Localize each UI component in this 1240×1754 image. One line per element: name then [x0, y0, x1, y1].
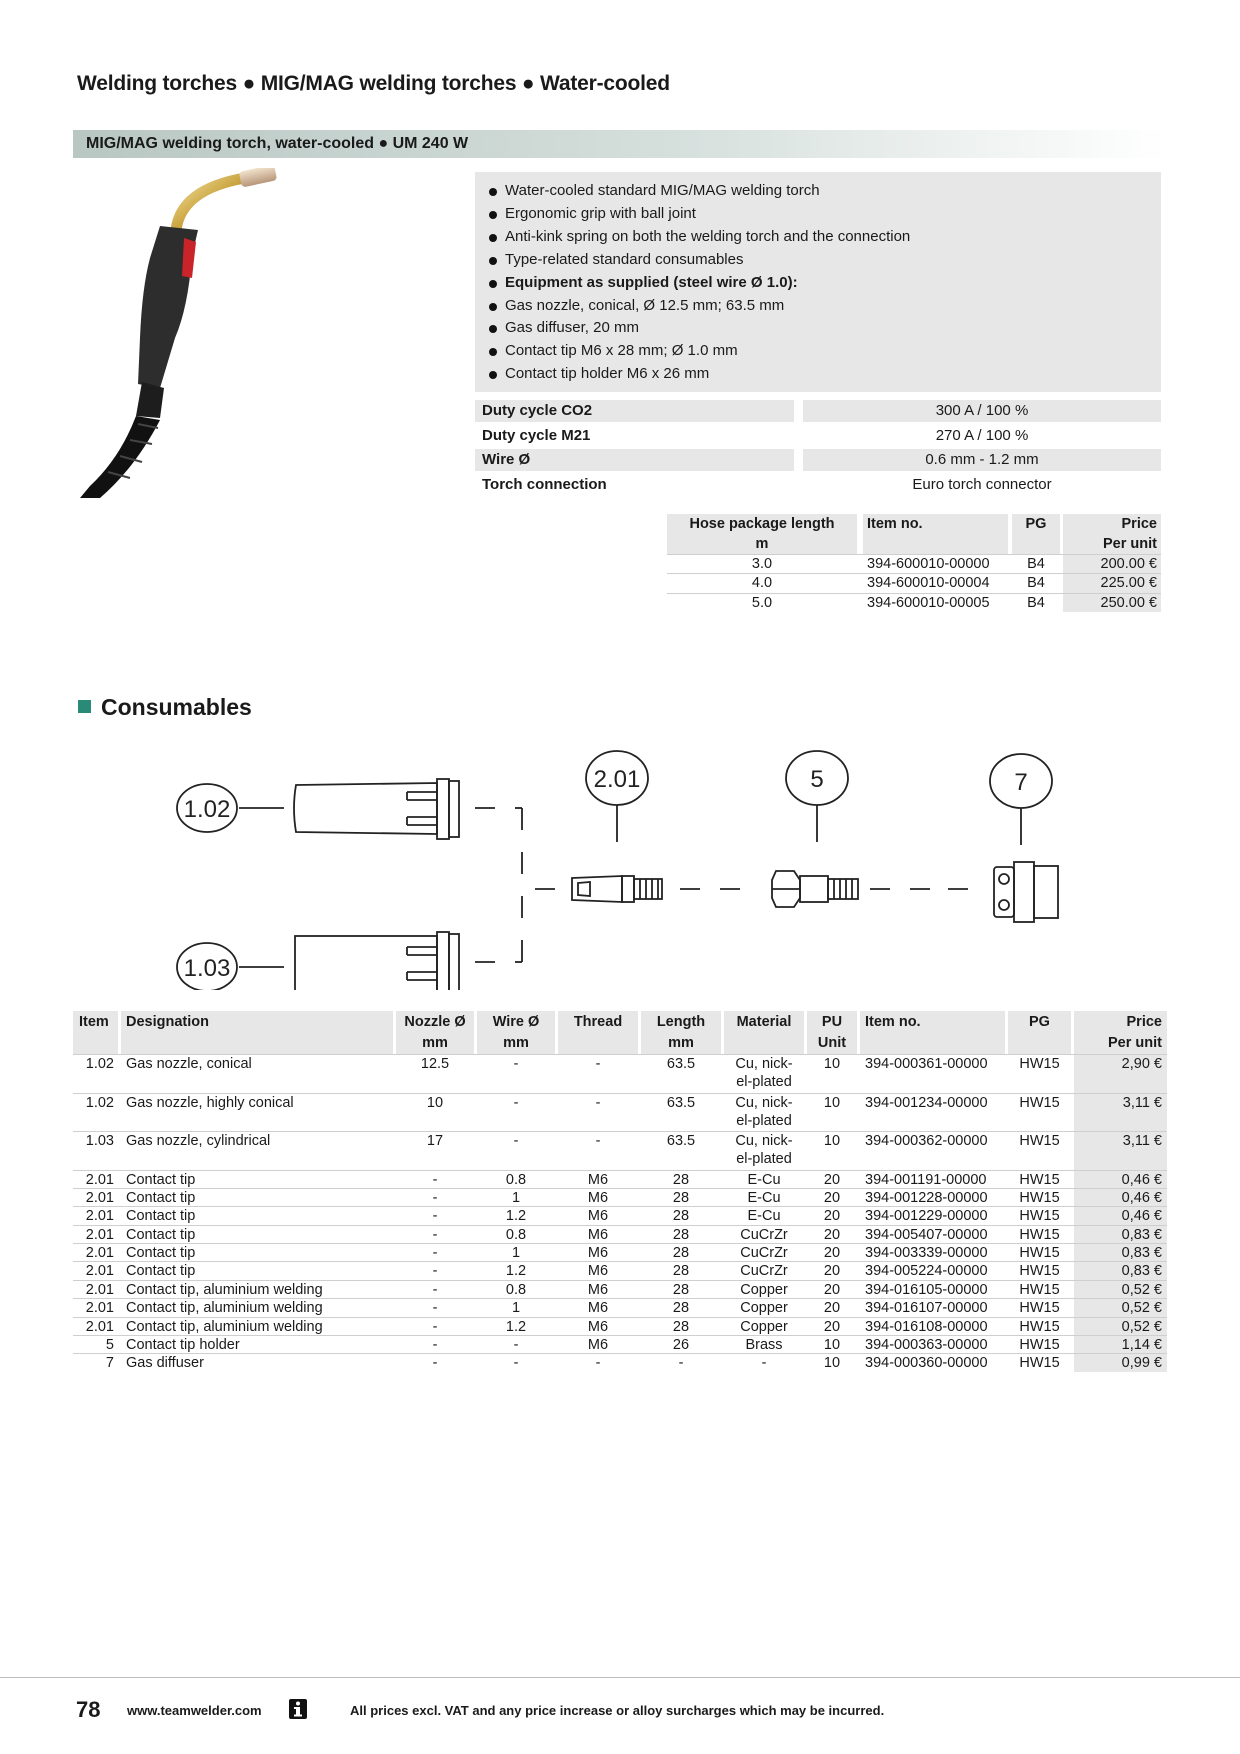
table-row: [667, 573, 1161, 593]
table-cell: HW15: [1019, 1208, 1060, 1225]
table-cell: 20: [823, 1263, 841, 1280]
spec-value: 0.6 mm - 1.2 mm: [803, 449, 1161, 471]
callout-label-102: 1.02: [183, 796, 231, 823]
table-cell: 0,46 €: [1074, 1189, 1167, 1206]
callout-label-5: 5: [810, 766, 824, 793]
table-cell: Copper: [740, 1300, 788, 1317]
spec-value: 300 A / 100 %: [803, 400, 1161, 422]
header-cell: Price: [1063, 514, 1161, 535]
header-cell: Wire Ø: [477, 1011, 555, 1033]
table-cell: M6: [587, 1226, 609, 1243]
table-cell: -: [761, 1355, 767, 1372]
unit-cell: Unit: [807, 1033, 857, 1054]
table-cell: -: [432, 1171, 438, 1188]
table-cell: 394-005224-00000: [865, 1263, 988, 1280]
table-cell: 1,14 €: [1074, 1336, 1167, 1353]
table-cell: Contact tip: [126, 1263, 196, 1280]
header-cell: Material: [724, 1011, 804, 1033]
table-cell: M6: [587, 1337, 609, 1354]
callout-label-201: 2.01: [593, 766, 641, 793]
table-cell: 2.01: [85, 1300, 114, 1317]
header-cell: Price: [1074, 1011, 1167, 1033]
table-cell: M6: [587, 1189, 609, 1206]
table-cell: HW15: [1019, 1337, 1060, 1354]
header-cell: Item no.: [863, 514, 1008, 535]
table-cell: 28: [672, 1300, 690, 1317]
table-cell: 2.01: [85, 1281, 114, 1298]
unit-cell: [863, 535, 1008, 554]
table-cell: 394-600010-00005: [867, 594, 990, 611]
table-row: [73, 1317, 1167, 1335]
unit-cell: [1012, 535, 1060, 554]
table-cell: 28: [672, 1263, 690, 1280]
page-title: Welding torches ● MIG/MAG welding torches ● Water-cooled: [77, 72, 670, 95]
table-cell: 10: [426, 1094, 444, 1111]
nozzle-flange: [449, 781, 459, 837]
table-cell: 0,46 €: [1074, 1207, 1167, 1224]
table-cell: 394-001228-00000: [865, 1189, 988, 1206]
table-cell: Contact tip: [126, 1189, 196, 1206]
table-cell: -: [432, 1189, 438, 1206]
feature-item: Gas nozzle, conical, Ø 12.5 mm; 63.5 mm: [487, 295, 1161, 318]
table-cell: 0,83 €: [1074, 1226, 1167, 1243]
table-cell: -: [432, 1208, 438, 1225]
table-cell: 1: [511, 1300, 521, 1317]
feature-item: Gas diffuser, 20 mm: [487, 317, 1161, 340]
table-cell: Copper: [740, 1318, 788, 1335]
table-cell: CuCrZr: [740, 1226, 788, 1243]
unit-cell: [1008, 1033, 1071, 1054]
table-row: [73, 1188, 1167, 1206]
table-cell: 1.03: [85, 1133, 114, 1149]
table-cell: 394-000363-00000: [865, 1337, 988, 1354]
table-cell: 0,46 €: [1074, 1171, 1167, 1188]
table-cell: 394-000362-00000: [865, 1133, 988, 1149]
table-cell: 1.2: [505, 1263, 527, 1280]
table-cell: 12.5: [420, 1056, 450, 1072]
table-cell: 0,99 €: [1074, 1354, 1167, 1371]
table-cell: 394-005407-00000: [865, 1226, 988, 1243]
table-cell: 20: [823, 1208, 841, 1225]
unit-cell: [73, 1033, 118, 1054]
table-cell: 20: [823, 1281, 841, 1298]
table-row: [667, 593, 1161, 613]
torch-image: [80, 168, 310, 498]
table-cell: 1.02: [85, 1056, 114, 1072]
table-row: [73, 1170, 1167, 1188]
material-line: Cu, nick-: [735, 1133, 793, 1149]
table-cell: [724, 1132, 804, 1170]
material-line: Cu, nick-: [735, 1094, 793, 1111]
feature-item: Contact tip holder M6 x 26 mm: [487, 363, 1161, 386]
header-cell: Item: [73, 1011, 118, 1033]
material-line: el-plated: [736, 1112, 792, 1129]
table-cell: E-Cu: [747, 1171, 781, 1188]
table-cell: 28: [672, 1171, 690, 1188]
table-cell: HW15: [1019, 1318, 1060, 1335]
unit-cell: mm: [641, 1033, 721, 1054]
table-cell: 10: [823, 1337, 841, 1354]
table-cell: Contact tip, aluminium welding: [126, 1300, 323, 1317]
table-cell: -: [432, 1337, 438, 1354]
features-box: [475, 172, 1161, 392]
table-header-row: [667, 514, 1161, 535]
table-cell: M6: [587, 1245, 609, 1262]
table-cell: 3,11 €: [1074, 1094, 1167, 1132]
table-cell: 2.01: [85, 1226, 114, 1243]
table-row: [73, 1298, 1167, 1316]
table-row: [73, 1261, 1167, 1279]
table-cell: -: [513, 1337, 519, 1354]
table-cell: 28: [672, 1318, 690, 1335]
spec-label: Duty cycle CO2: [475, 400, 794, 422]
table-cell: HW15: [1019, 1245, 1060, 1262]
consumables-table: [73, 1011, 1167, 1372]
table-cell: 394-001191-00000: [865, 1171, 987, 1188]
table-cell: 28: [672, 1245, 690, 1262]
unit-cell: m: [667, 535, 857, 554]
table-cell: 200.00 €: [1063, 555, 1161, 574]
table-cell: 20: [823, 1245, 841, 1262]
page-number: 78: [76, 1697, 101, 1722]
table-header-row: [73, 1011, 1167, 1033]
hose-package-table: [667, 514, 1161, 612]
table-cell: B4: [1027, 555, 1045, 572]
table-cell: Contact tip: [126, 1208, 196, 1225]
table-cell: M6: [587, 1300, 609, 1317]
table-cell: 394-003339-00000: [865, 1245, 988, 1262]
table-cell: HW15: [1019, 1094, 1060, 1111]
table-cell: M6: [587, 1281, 609, 1298]
info-icon: [289, 1699, 307, 1719]
header-cell: Item no.: [860, 1011, 1005, 1033]
table-cell: -: [595, 1133, 601, 1149]
table-cell: 28: [672, 1226, 690, 1243]
table-cell: -: [595, 1355, 601, 1372]
table-cell: 7: [105, 1355, 114, 1372]
table-cell: 1: [511, 1189, 521, 1206]
table-cell: 0.8: [505, 1226, 527, 1243]
spec-label: Wire Ø: [475, 449, 794, 471]
table-cell: 394-000360-00000: [865, 1355, 988, 1372]
nozzle-flange: [449, 934, 459, 990]
table-cell: 394-000361-00000: [865, 1056, 988, 1072]
table-cell: M6: [587, 1208, 609, 1225]
header-cell: Thread: [558, 1011, 638, 1033]
section-title: MIG/MAG welding torch, water-cooled ● UM 240 W: [86, 135, 469, 152]
table-cell: -: [432, 1226, 438, 1243]
spec-label: Torch connection: [482, 475, 607, 493]
features-list: [475, 172, 1161, 386]
table-row: [73, 1131, 1167, 1170]
table-row: [73, 1225, 1167, 1243]
table-cell: -: [432, 1263, 438, 1280]
table-cell: HW15: [1019, 1281, 1060, 1298]
header-cell: Nozzle Ø: [396, 1011, 474, 1033]
table-cell: 2.01: [85, 1208, 114, 1225]
table-cell: 0,52 €: [1074, 1318, 1167, 1335]
table-cell: 20: [823, 1300, 841, 1317]
header-cell: Designation: [121, 1011, 393, 1033]
table-cell: 20: [823, 1226, 841, 1243]
table-cell: HW15: [1019, 1263, 1060, 1280]
table-cell: 28: [672, 1208, 690, 1225]
table-cell: CuCrZr: [740, 1263, 788, 1280]
table-cell: M6: [587, 1263, 609, 1280]
unit-cell: mm: [396, 1033, 474, 1054]
table-cell: 394-001229-00000: [865, 1208, 988, 1225]
table-cell: Contact tip: [126, 1171, 196, 1188]
table-cell: 394-016107-00000: [865, 1300, 988, 1317]
unit-cell: [121, 1033, 393, 1054]
table-row: [73, 1054, 1167, 1093]
table-cell: 0,52 €: [1074, 1281, 1167, 1298]
table-cell: 28: [672, 1189, 690, 1206]
material-line: el-plated: [736, 1151, 792, 1168]
gas-nozzle-cylindrical-drawing: [295, 936, 437, 990]
table-cell: 0,52 €: [1074, 1299, 1167, 1316]
table-cell: 63.5: [666, 1094, 696, 1111]
table-cell: 20: [823, 1318, 841, 1335]
spec-row: [475, 400, 1161, 425]
spec-row: [475, 449, 1161, 474]
table-cell: 394-001234-00000: [865, 1094, 988, 1111]
table-cell: 63.5: [666, 1056, 696, 1072]
table-cell: 250.00 €: [1063, 594, 1161, 613]
feature-item: Anti-kink spring on both the welding torch and the connection: [487, 226, 1161, 249]
table-cell: 0.8: [505, 1281, 527, 1298]
table-row: [73, 1353, 1167, 1371]
table-row: [73, 1243, 1167, 1261]
table-cell: 2.01: [85, 1263, 114, 1280]
table-cell: 4.0: [751, 575, 773, 591]
table-cell: Contact tip holder: [126, 1337, 240, 1354]
gas-nozzle-conical-drawing: [294, 783, 437, 834]
unit-cell: Per unit: [1074, 1033, 1167, 1054]
table-cell: 10: [823, 1133, 841, 1149]
table-cell: 0,83 €: [1074, 1244, 1167, 1261]
table-cell: [724, 1055, 804, 1093]
callout-label-103: 1.03: [183, 955, 231, 982]
feature-item: Water-cooled standard MIG/MAG welding torch: [487, 180, 1161, 203]
table-cell: B4: [1027, 594, 1045, 611]
spec-label: Duty cycle M21: [482, 426, 591, 444]
table-cell: Contact tip, aluminium welding: [126, 1281, 323, 1298]
table-cell: 1: [511, 1245, 521, 1262]
header-cell: PG: [1008, 1011, 1071, 1033]
table-cell: HW15: [1019, 1171, 1060, 1188]
table-cell: CuCrZr: [740, 1245, 788, 1262]
table-cell: HW15: [1019, 1300, 1060, 1317]
table-cell: 20: [823, 1171, 841, 1188]
spec-value: Euro torch connector: [912, 475, 1052, 493]
feature-item: Ergonomic grip with ball joint: [487, 203, 1161, 226]
table-cell: 10: [823, 1355, 841, 1372]
table-cell: 2.01: [85, 1171, 114, 1188]
unit-cell: Per unit: [1063, 535, 1161, 554]
table-cell: 2.01: [85, 1318, 114, 1335]
spec-row: [475, 474, 1161, 499]
header-cell: PG: [1012, 514, 1060, 535]
table-cell: -: [513, 1355, 519, 1372]
footer-divider: [0, 1677, 1240, 1678]
table-cell: Copper: [740, 1281, 788, 1298]
table-cell: -: [432, 1318, 438, 1335]
table-cell: 3,11 €: [1074, 1132, 1167, 1170]
material-line: el-plated: [736, 1074, 792, 1091]
table-cell: 394-600010-00004: [867, 575, 990, 591]
table-cell: 1.02: [85, 1094, 114, 1111]
table-cell: Contact tip, aluminium welding: [126, 1318, 323, 1335]
table-cell: -: [432, 1355, 438, 1372]
footer-note: All prices excl. VAT and any price increase or alloy surcharges which may be incurred.: [350, 1703, 885, 1718]
table-row: [73, 1206, 1167, 1224]
unit-cell: [724, 1033, 804, 1054]
table-cell: 5.0: [751, 594, 773, 611]
table-cell: E-Cu: [747, 1208, 781, 1225]
header-cell: PU: [807, 1011, 857, 1033]
table-cell: 394-600010-00000: [867, 555, 990, 572]
table-row: [73, 1280, 1167, 1298]
table-cell: -: [432, 1300, 438, 1317]
table-cell: 3.0: [751, 555, 773, 572]
table-cell: Contact tip: [126, 1226, 196, 1243]
table-cell: -: [432, 1245, 438, 1262]
table-cell: Gas nozzle, highly conical: [126, 1094, 294, 1111]
table-cell: Gas nozzle, conical: [126, 1056, 252, 1072]
table-cell: 225.00 €: [1063, 574, 1161, 593]
table-row: [667, 554, 1161, 574]
table-cell: -: [595, 1094, 601, 1111]
feature-item: Contact tip M6 x 28 mm; Ø 1.0 mm: [487, 340, 1161, 363]
unit-cell: mm: [477, 1033, 555, 1054]
table-cell: Brass: [745, 1337, 783, 1354]
unit-cell: [558, 1033, 638, 1054]
table-cell: 26: [672, 1337, 690, 1354]
consumables-diagram: [160, 740, 1080, 990]
material-line: Cu, nick-: [735, 1056, 793, 1072]
table-cell: Contact tip: [126, 1245, 196, 1262]
header-cell: Hose package length: [667, 514, 857, 535]
table-cell: 2.01: [85, 1245, 114, 1262]
table-cell: 10: [823, 1094, 841, 1111]
spec-value: 270 A / 100 %: [935, 426, 1029, 444]
contact-tip-drawing: [572, 876, 622, 902]
table-cell: 1.2: [505, 1208, 527, 1225]
unit-cell: [860, 1033, 1005, 1054]
table-cell: 2,90 €: [1074, 1055, 1167, 1093]
header-cell: Length: [641, 1011, 721, 1033]
specs-table: [475, 400, 1161, 498]
table-cell: 1.2: [505, 1318, 527, 1335]
table-cell: Gas diffuser: [126, 1355, 204, 1372]
table-cell: 0,83 €: [1074, 1262, 1167, 1279]
table-cell: [724, 1094, 804, 1132]
table-cell: -: [432, 1281, 438, 1298]
table-cell: B4: [1027, 575, 1045, 591]
nozzle-flange: [437, 779, 449, 839]
table-cell: 0.8: [505, 1171, 527, 1188]
footer-url: www.teamwelder.com: [127, 1703, 262, 1718]
feature-item: Type-related standard consumables: [487, 249, 1161, 272]
table-cell: 2.01: [85, 1189, 114, 1206]
table-cell: -: [513, 1056, 519, 1072]
consumables-heading-text: Consumables: [101, 694, 252, 720]
table-cell: 63.5: [666, 1133, 696, 1149]
table-cell: HW15: [1019, 1226, 1060, 1243]
table-cell: 17: [426, 1133, 444, 1149]
table-cell: -: [513, 1094, 519, 1111]
table-row: [73, 1093, 1167, 1132]
table-cell: 20: [823, 1189, 841, 1206]
table-cell: E-Cu: [747, 1189, 781, 1206]
table-cell: 394-016108-00000: [865, 1318, 988, 1335]
table-row: [73, 1335, 1167, 1353]
table-cell: Gas nozzle, cylindrical: [126, 1133, 271, 1149]
table-cell: HW15: [1019, 1056, 1060, 1072]
feature-item: Equipment as supplied (steel wire Ø 1.0):: [487, 272, 1161, 295]
table-cell: 10: [823, 1056, 841, 1072]
table-cell: -: [678, 1355, 684, 1372]
table-cell: -: [513, 1133, 519, 1149]
table-cell: HW15: [1019, 1355, 1060, 1372]
table-cell: 5: [105, 1337, 114, 1354]
callout-label-7: 7: [1014, 769, 1028, 796]
table-units-row: [667, 535, 1161, 554]
spec-row: [475, 425, 1161, 450]
table-cell: 28: [672, 1281, 690, 1298]
nozzle-flange: [437, 932, 449, 990]
section-square-icon: [78, 700, 91, 713]
table-cell: 394-016105-00000: [865, 1281, 988, 1298]
table-cell: -: [595, 1056, 601, 1072]
section-title-bar: [73, 130, 1166, 158]
table-units-row: [73, 1033, 1167, 1054]
table-cell: HW15: [1019, 1189, 1060, 1206]
consumables-heading: [78, 694, 252, 721]
table-cell: HW15: [1019, 1133, 1060, 1149]
table-cell: M6: [587, 1171, 609, 1188]
table-cell: M6: [587, 1318, 609, 1335]
